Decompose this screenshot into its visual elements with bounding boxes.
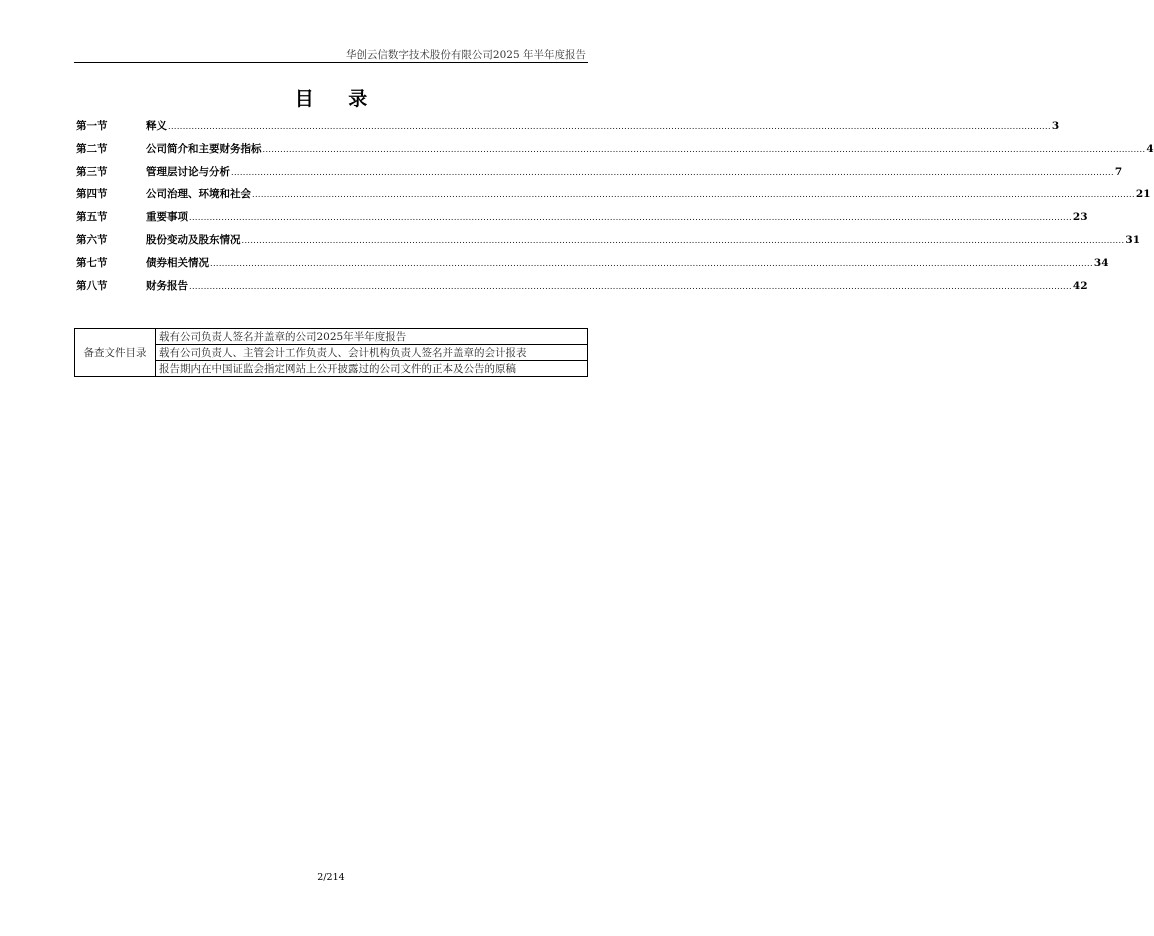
toc-row[interactable] (76, 278, 1088, 301)
toc-row[interactable] (76, 118, 1060, 141)
toc-section-number: 第一节 (76, 120, 108, 132)
toc-page-number: 7 (1114, 165, 1123, 178)
toc-page-number: 4 (1146, 142, 1154, 155)
toc-section-number: 第七节 (76, 256, 108, 269)
reference-documents-heading: 备查文件目录 (75, 329, 156, 377)
toc-page-number: 21 (1135, 188, 1151, 201)
toc-section-number: 第五节 (76, 211, 108, 224)
toc-row[interactable] (76, 232, 1141, 255)
toc-page-number: 23 (1072, 211, 1088, 224)
toc-section-title: 公司简介和主要财务指标 (146, 142, 262, 155)
toc-section-title: 管理层讨论与分析 (146, 165, 230, 178)
toc-section-number: 第八节 (76, 279, 108, 292)
toc-leader-dots: ............................................................................................................................................................................................................................................................................................................ (252, 190, 1135, 200)
reference-document-item: 报告期内在中国证监会指定网站上公开披露过的公司文件的正本及公告的原稿 (156, 361, 588, 377)
toc-leader-dots: ............................................................................................................................................................................................................................................................................................................ (168, 122, 1051, 131)
toc-page-number: 34 (1093, 256, 1109, 269)
toc-row[interactable] (76, 209, 1088, 232)
toc-section-number: 第六节 (76, 233, 108, 246)
toc-page-number: 3 (1051, 120, 1060, 132)
toc-row[interactable] (76, 164, 1123, 187)
toc-row[interactable] (76, 255, 1109, 278)
toc-section-title: 财务报告 (146, 279, 188, 292)
header-rule (74, 62, 588, 63)
toc-leader-dots: ............................................................................................................................................................................................................................................................................................................ (189, 281, 1072, 291)
toc-section-title: 重要事项 (146, 211, 188, 224)
toc-section-number: 第四节 (76, 188, 108, 201)
toc-section-title: 公司治理、环境和社会 (146, 188, 251, 201)
reference-documents-table (74, 328, 588, 377)
toc-page-number: 31 (1125, 233, 1141, 246)
toc-leader-dots: ............................................................................................................................................................................................................................................................................................................ (241, 235, 1125, 245)
header-company-title: 华创云信数字技术股份有限公司2025 年半年度报告 (345, 49, 586, 61)
toc-row[interactable] (76, 141, 1154, 164)
reference-document-item: 载有公司负责人签名并盖章的公司2025年半年度报告 (156, 329, 588, 345)
page-title: 目 录 (294, 88, 382, 110)
toc-leader-dots: ............................................................................................................................................................................................................................................................................................................ (231, 167, 1114, 177)
reference-document-item: 载有公司负责人、主管会计工作负责人、会计机构负责人签名并盖章的会计报表 (156, 345, 588, 361)
toc-leader-dots: ............................................................................................................................................................................................................................................................................................................ (210, 258, 1093, 268)
toc-page-number: 42 (1072, 279, 1088, 292)
toc-section-title: 债券相关情况 (146, 256, 209, 269)
toc-leader-dots: ............................................................................................................................................................................................................................................................................................................ (262, 144, 1146, 154)
table-row (75, 329, 588, 345)
toc-section-number: 第二节 (76, 142, 108, 155)
toc-row[interactable] (76, 186, 1151, 209)
toc-section-title: 股份变动及股东情况 (146, 233, 241, 246)
table-of-contents (76, 118, 1154, 300)
page-number-footer: 2/214 (317, 872, 345, 883)
toc-section-number: 第三节 (76, 165, 108, 178)
toc-leader-dots: ............................................................................................................................................................................................................................................................................................................ (189, 213, 1072, 223)
toc-section-title: 释义 (146, 120, 167, 132)
